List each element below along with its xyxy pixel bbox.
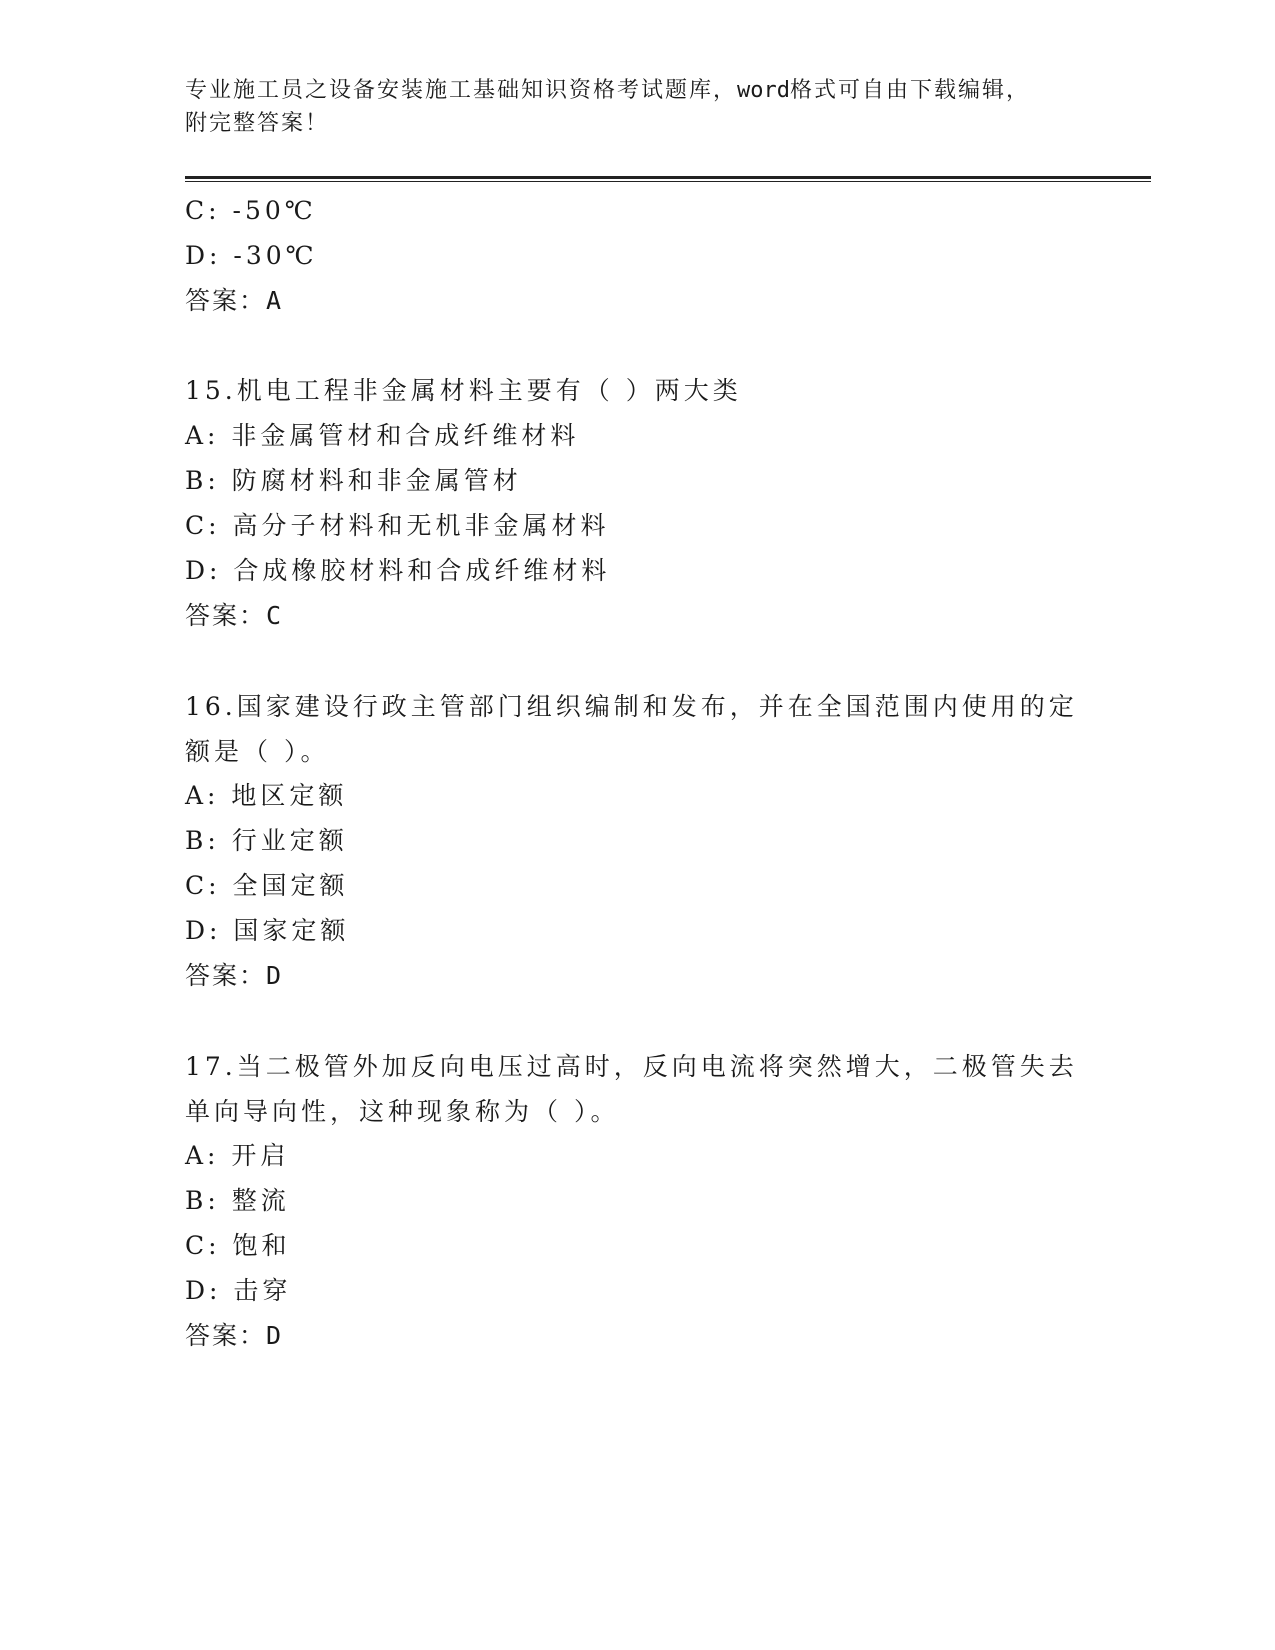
header-text-pre: 专业施工员之设备安装施工基础知识资格考试题库， <box>185 78 738 103</box>
q16-option-a: A: 地区定额 <box>185 781 348 810</box>
q17-answer-label: 答案： <box>185 1321 267 1350</box>
q14-answer-label: 答案： <box>185 286 267 315</box>
q14-option-d: D: -30℃ <box>185 241 318 270</box>
q17-answer-value: D <box>266 1321 284 1350</box>
q17-option-d: D: 击穿 <box>185 1276 292 1305</box>
header-text-word: word <box>737 78 790 103</box>
q15-option-b: B: 防腐材料和非金属管材 <box>185 466 522 495</box>
q15-answer-label: 答案： <box>185 601 267 630</box>
q15-answer <box>185 601 283 631</box>
q15-stem: 15.机电工程非金属材料主要有（ ）两大类 <box>185 376 742 405</box>
q16-stem: 16.国家建设行政主管部门组织编制和发布，并在全国范围内使用的定额是（ ）。 <box>185 692 1078 766</box>
header-divider-thin <box>185 181 1151 182</box>
q16-answer <box>185 961 283 991</box>
q14-answer-value: A <box>266 286 284 315</box>
q15-option-d: D: 合成橡胶材料和合成纤维材料 <box>185 556 611 585</box>
q15-option-c: C: 高分子材料和无机非金属材料 <box>185 511 610 540</box>
document-header <box>185 74 1065 140</box>
q17-option-c: C: 饱和 <box>185 1231 291 1260</box>
q16-option-c: C: 全国定额 <box>185 871 349 900</box>
q16-answer-value: D <box>266 961 284 990</box>
q17-stem: 17.当二极管外加反向电压过高时，反向电流将突然增大，二极管失去单向导向性，这种现象称为（ ）。 <box>185 1052 1078 1126</box>
q14-answer <box>185 286 283 316</box>
header-text-line2: 附完整答案！ <box>185 111 330 136</box>
q16-answer-label: 答案： <box>185 961 267 990</box>
q16-option-d: D: 国家定额 <box>185 916 350 945</box>
q17-option-a: A: 开启 <box>185 1141 290 1170</box>
q14-option-c: C: -50℃ <box>185 196 317 225</box>
header-text-post: 格式可自由下载编辑， <box>790 78 1031 103</box>
q15-answer-value: C <box>266 601 284 630</box>
q17-answer <box>185 1321 283 1351</box>
q15-option-a: A: 非金属管材和合成纤维材料 <box>185 421 580 450</box>
q17-option-b: B: 整流 <box>185 1186 290 1215</box>
q16-option-b: B: 行业定额 <box>185 826 348 855</box>
header-divider <box>185 176 1151 179</box>
